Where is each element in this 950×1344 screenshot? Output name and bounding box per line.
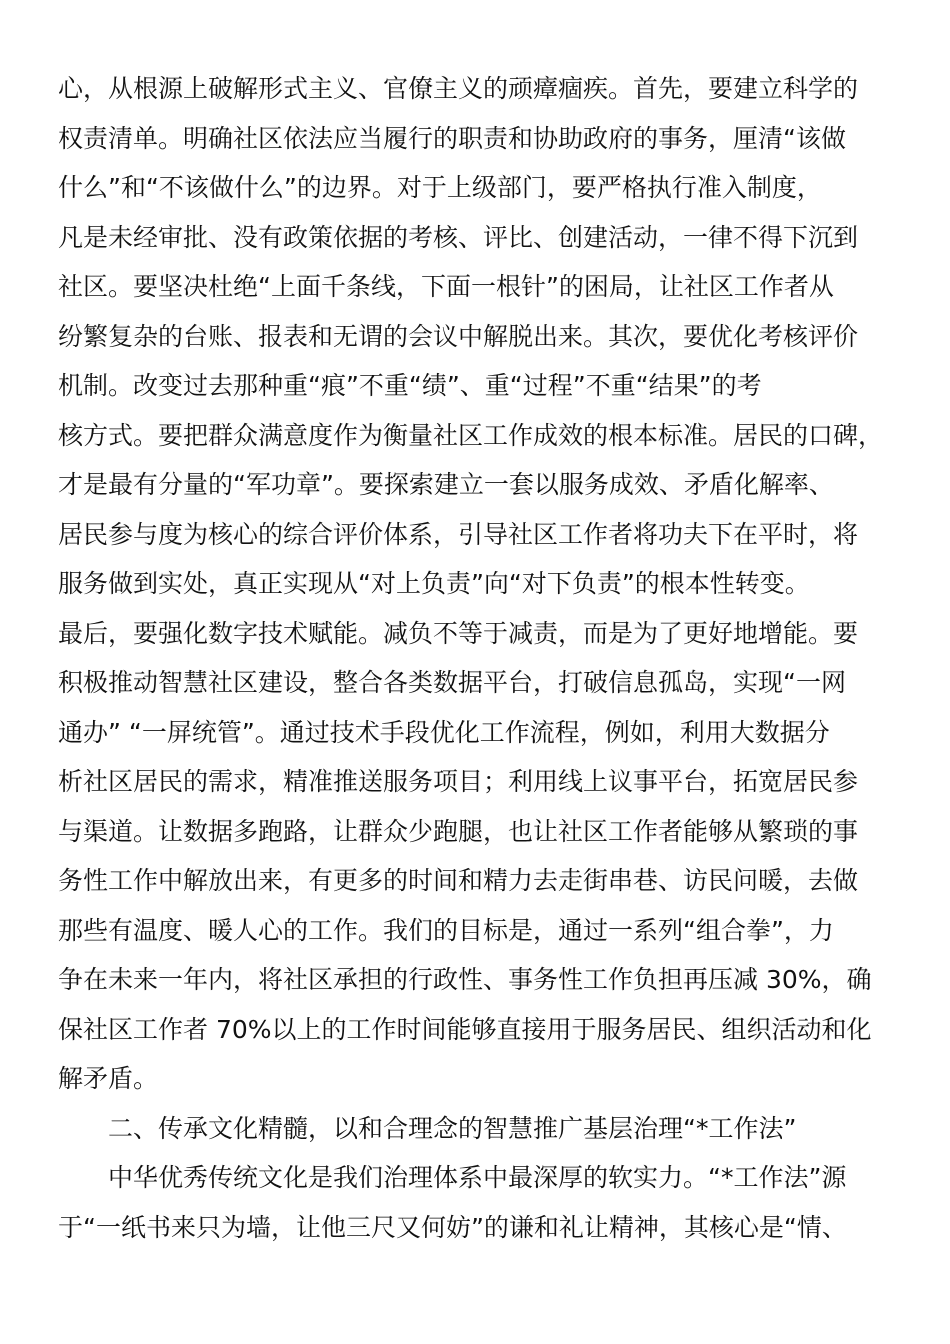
text-line: 机制。改变过去那种重“痕”不重“绩”、重“过程”不重“结果”的考 xyxy=(58,371,762,400)
text-line: 那些有温度、暖人心的工作。我们的目标是，通过一系列“组合拳”，力 xyxy=(58,916,834,945)
section-heading: 二、传承文化精髓，以和合理念的智慧推广基层治理“*工作法” xyxy=(108,1114,797,1143)
text-line: 居民参与度为核心的综合评价体系，引导社区工作者将功夫下在平时，将 xyxy=(58,520,859,549)
text-line: 务性工作中解放出来，有更多的时间和精力去走街串巷、访民问暖，去做 xyxy=(58,866,859,895)
text-line: 社区。要坚决杜绝“上面千条线，下面一根针”的困局，让社区工作者从 xyxy=(58,272,834,301)
text-line: 凡是未经审批、没有政策依据的考核、评比、创建活动，一律不得下沉到 xyxy=(58,223,859,252)
text-line: 心，从根源上破解形式主义、官僚主义的顽瘴痼疾。首先，要建立科学的 xyxy=(58,74,859,103)
text-line: 核方式。要把群众满意度作为衡量社区工作成效的根本标准。居民的口碑， xyxy=(58,421,884,450)
text-line: 才是最有分量的“军功章”。要探索建立一套以服务成效、矛盾化解率、 xyxy=(58,470,834,499)
text-line: 权责清单。明确社区依法应当履行的职责和协助政府的事务，厘清“该做 xyxy=(58,124,846,153)
text-line: 服务做到实处，真正实现从“对上负责”向“对下负责”的根本性转变。 xyxy=(58,569,810,598)
text-line: 纷繁复杂的台账、报表和无谓的会议中解脱出来。其次，要优化考核评价 xyxy=(58,322,859,351)
text-line: 最后，要强化数字技术赋能。减负不等于减责，而是为了更好地增能。要 xyxy=(58,619,859,648)
text-line: 于“一纸书来只为墙，让他三尺又何妨”的谦和礼让精神，其核心是“情、 xyxy=(58,1213,847,1242)
text-line: 中华优秀传统文化是我们治理体系中最深厚的软实力。“*工作法”源 xyxy=(108,1163,847,1192)
text-line: 通办” “一屏统管”。通过技术手段优化工作流程，例如，利用大数据分 xyxy=(58,718,830,747)
text-line: 析社区居民的需求，精准推送服务项目；利用线上议事平台，拓宽居民参 xyxy=(58,767,859,796)
text-line: 什么”和“不该做什么”的边界。对于上级部门，要严格执行准入制度， xyxy=(58,173,822,202)
text-line: 与渠道。让数据多跑路，让群众少跑腿，也让社区工作者能够从繁琐的事 xyxy=(58,817,859,846)
text-line: 积极推动智慧社区建设，整合各类数据平台，打破信息孤岛，实现“一网 xyxy=(58,668,846,697)
text-line: 保社区工作者 70%以上的工作时间能够直接用于服务居民、组织活动和化 xyxy=(58,1015,872,1044)
text-line: 争在未来一年内，将社区承担的行政性、事务性工作负担再压减 30%，确 xyxy=(58,965,872,994)
text-line: 解矛盾。 xyxy=(58,1064,159,1093)
